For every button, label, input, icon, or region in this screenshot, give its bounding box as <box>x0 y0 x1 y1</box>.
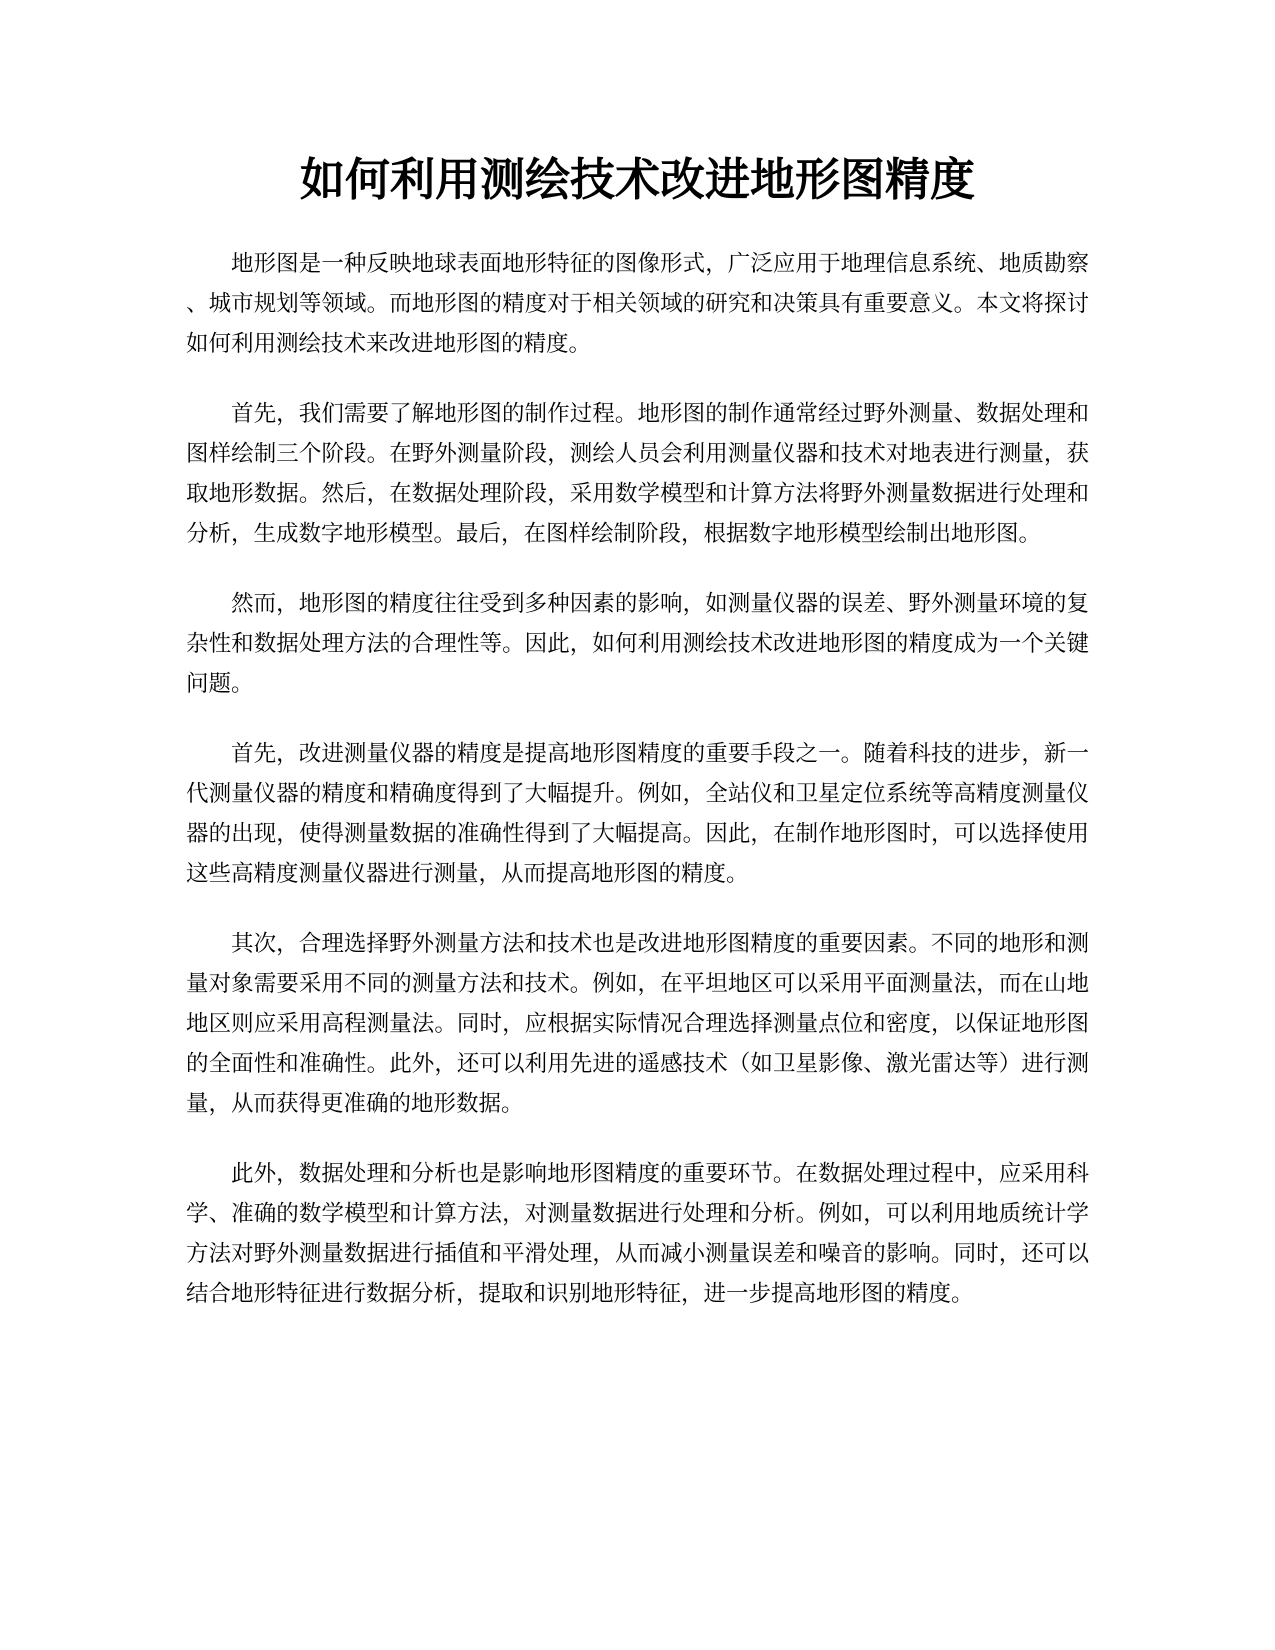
paragraph-influencing-factors: 然而，地形图的精度往往受到多种因素的影响，如测量仪器的误差、野外测量环境的复杂性和数据处理方法的合理性等。因此，如何利用测绘技术改进地形图的精度成为一个关键问题。 <box>186 591 1089 697</box>
document-body <box>186 244 1089 1344</box>
paragraph-field-methods: 其次，合理选择野外测量方法和技术也是改进地形图精度的重要因素。不同的地形和测量对象需要采用不同的测量方法和技术。例如，在平坦地区可以采用平面测量法，而在山地地区则应采用高程测量法。同时，应根据实际情况合理选择测量点位和密度，以保证地形图的全面性和准确性。此外，还可以利用先进的遥感技术（如卫星影像、激光雷达等）进行测量，从而获得更准确的地形数据。 <box>186 931 1089 1117</box>
paragraph-intro: 地形图是一种反映地球表面地形特征的图像形式，广泛应用于地理信息系统、地质勘察、城市规划等领域。而地形图的精度对于相关领域的研究和决策具有重要意义。本文将探讨如何利用测绘技术来改进地形图的精度。 <box>186 251 1089 357</box>
document-title: 如何利用测绘技术改进地形图精度 <box>299 153 975 206</box>
paragraph-production-process: 首先，我们需要了解地形图的制作过程。地形图的制作通常经过野外测量、数据处理和图样绘制三个阶段。在野外测量阶段，测绘人员会利用测量仪器和技术对地表进行测量，获取地形数据。然后，在数据处理阶段，采用数学模型和计算方法将野外测量数据进行处理和分析，生成数字地形模型。最后，在图样绘制阶段，根据数字地形模型绘制出地形图。 <box>186 401 1089 547</box>
paragraph-data-processing: 此外，数据处理和分析也是影响地形图精度的重要环节。在数据处理过程中，应采用科学、准确的数学模型和计算方法，对测量数据进行处理和分析。例如，可以利用地质统计学方法对野外测量数据进行插值和平滑处理，从而减小测量误差和噪音的影响。同时，还可以结合地形特征进行数据分析，提取和识别地形特征，进一步提高地形图的精度。 <box>186 1161 1089 1307</box>
paragraph-instrument-precision: 首先，改进测量仪器的精度是提高地形图精度的重要手段之一。随着科技的进步，新一代测量仪器的精度和精确度得到了大幅提升。例如，全站仪和卫星定位系统等高精度测量仪器的出现，使得测量数据的准确性得到了大幅提高。因此，在制作地形图时，可以选择使用这些高精度测量仪器进行测量，从而提高地形图的精度。 <box>186 741 1089 887</box>
